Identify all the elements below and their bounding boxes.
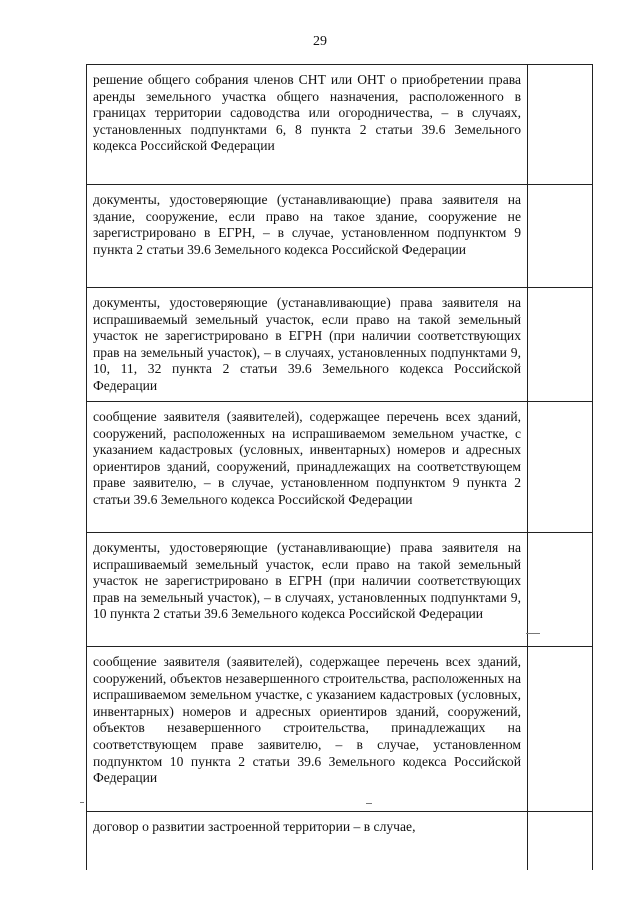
table-row xyxy=(87,288,593,402)
document-cell: документы, удостоверяющие (устанавливающие) права заявителя на испрашиваемый земельный участок, если право на такой земельный участок не зарегистрировано в ЕГРН (при наличии соответствующих прав на земельный участок), – в случаях, установленных подпунктами 9, 10, 11, 32 пункта 2 статьи 39.6 Земельного кодекса Российской Федерации xyxy=(87,288,528,402)
document-cell: решение общего собрания членов СНТ или ОНТ о приобретении права аренды земельного участка общего назначения, расположенного в границах территории садоводства или огородничества, – в случаях, установленных подпунктами 6, 8 пункта 2 статьи 39.6 Земельного кодекса Российской Федерации xyxy=(87,65,528,185)
document-cell: документы, удостоверяющие (устанавливающие) права заявителя на испрашиваемый земельный участок, если право на такой земельный участок не зарегистрировано в ЕГРН (при наличии соответствующих прав на земельный участок), – в случаях, установленных подпунктами 9, 10 пункта 2 статьи 39.6 Земельного кодекса Российской Федерации xyxy=(87,533,528,647)
scan-mark xyxy=(366,803,372,804)
table-row xyxy=(87,185,593,288)
empty-cell xyxy=(528,185,593,288)
table-row xyxy=(87,65,593,185)
documents-table xyxy=(86,64,593,870)
document-cell: сообщение заявителя (заявителей), содержащее перечень всех зданий, сооружений, объектов незавершенного строительства, расположенных на испрашиваемом земельном участке, с указанием кадастровых (условных, инвентарных) номеров и адресных ориентиров зданий, сооружений, объектов незавершенного строительства, принадлежащих на соответствующем праве заявителю, – в случае, установленном подпунктом 10 пункта 2 статьи 39.6 Земельного кодекса Российской Федерации xyxy=(87,647,528,812)
table-row xyxy=(87,402,593,533)
empty-cell xyxy=(528,812,593,870)
empty-cell xyxy=(528,65,593,185)
page-number: 29 xyxy=(313,34,327,49)
document-cell: договор о развитии застроенной территории – в случае, xyxy=(87,812,528,870)
document-cell: документы, удостоверяющие (устанавливающие) права заявителя на здание, сооружение, если право на такое здание, сооружение не зарегистрировано в ЕГРН, – в случае, установленном подпунктом 9 пункта 2 статьи 39.6 Земельного кодекса Российской Федерации xyxy=(87,185,528,288)
document-cell: сообщение заявителя (заявителей), содержащее перечень всех зданий, сооружений, расположенных на испрашиваемом земельном участке, с указанием кадастровых (условных, инвентарных) номеров и адресных ориентиров зданий, сооружений, принадлежащих на соответствующем праве заявителю, – в случае, установленном подпунктом 9 пункта 2 статьи 39.6 Земельного кодекса Российской Федерации xyxy=(87,402,528,533)
scan-mark xyxy=(80,802,84,803)
empty-cell xyxy=(528,647,593,812)
table-row xyxy=(87,647,593,812)
scan-mark xyxy=(526,633,540,634)
table-row xyxy=(87,812,593,870)
empty-cell xyxy=(528,402,593,533)
table-row xyxy=(87,533,593,647)
empty-cell xyxy=(528,533,593,647)
empty-cell xyxy=(528,288,593,402)
